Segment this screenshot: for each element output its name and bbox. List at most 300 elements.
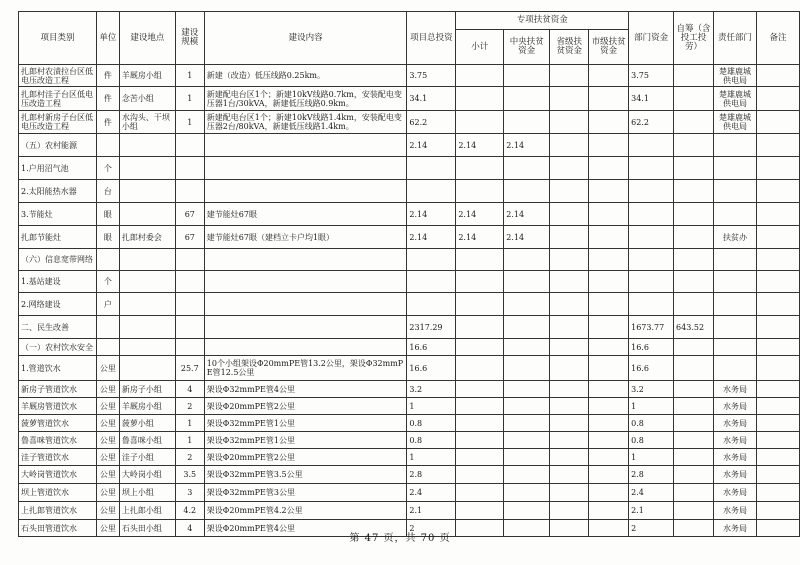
cell-central <box>504 87 550 111</box>
cell-scale: 4.2 <box>175 502 204 520</box>
cell-location <box>119 293 175 316</box>
cell-central <box>504 381 550 398</box>
cell-unit: 个 <box>96 157 119 180</box>
cell-city <box>589 502 629 520</box>
cell-content <box>204 271 407 293</box>
cell-location: 新房子小组 <box>119 381 175 398</box>
cell-dept: 3.2 <box>629 381 674 398</box>
cell-category: 石头田管道饮水 <box>19 520 97 537</box>
cell-self <box>674 134 714 157</box>
cell-dept: 0.8 <box>629 415 674 432</box>
cell-location <box>119 180 175 203</box>
cell-content: 架设Φ20mmPE管4.2公里 <box>204 502 407 520</box>
cell-province <box>550 415 589 432</box>
cell-scale: 3.5 <box>175 466 204 484</box>
cell-province <box>550 87 589 111</box>
cell-total <box>407 157 456 180</box>
cell-location: 石头田小组 <box>119 520 175 537</box>
cell-scale: 25.7 <box>175 356 204 381</box>
cell-total: 2.8 <box>407 466 456 484</box>
cell-total: 0.8 <box>407 415 456 432</box>
cell-total: 3.75 <box>407 65 456 87</box>
cell-unit: 个 <box>96 271 119 293</box>
cell-dept: 1 <box>629 398 674 415</box>
cell-resp: 水务局 <box>714 398 757 415</box>
cell-scale: 4 <box>175 381 204 398</box>
cell-city <box>589 484 629 502</box>
cell-resp: 水务局 <box>714 466 757 484</box>
cell-location: 上扎郎小组 <box>119 502 175 520</box>
cell-total: 2.4 <box>407 484 456 502</box>
cell-city <box>589 203 629 226</box>
cell-unit: 台 <box>96 180 119 203</box>
table-body <box>19 65 800 537</box>
header-fund-group: 专项扶贫资金 <box>456 12 629 30</box>
cell-dept: 1 <box>629 449 674 466</box>
cell-total: 16.6 <box>407 356 456 381</box>
cell-central <box>504 398 550 415</box>
cell-scale <box>175 249 204 271</box>
cell-note <box>756 432 799 449</box>
cell-unit: 件 <box>96 65 119 87</box>
cell-central <box>504 339 550 356</box>
cell-scale: 67 <box>175 226 204 249</box>
cell-note <box>756 271 799 293</box>
cell-content: 建节能灶67眼（建档立卡户均1眼） <box>204 226 407 249</box>
cell-subtotal <box>456 87 504 111</box>
cell-category: 2.太阳能热水器 <box>19 180 97 203</box>
table-row <box>19 316 800 339</box>
cell-province <box>550 339 589 356</box>
cell-resp: 水务局 <box>714 502 757 520</box>
cell-province <box>550 203 589 226</box>
cell-content: 架设Φ32mmPE管3.5公里 <box>204 466 407 484</box>
cell-category: 洼子管道饮水 <box>19 449 97 466</box>
header-unit: 单位 <box>96 12 119 65</box>
cell-note <box>756 398 799 415</box>
cell-category: （一）农村饮水安全 <box>19 339 97 356</box>
cell-content: 架设Φ32mmPE管4公里 <box>204 381 407 398</box>
cell-dept: 2.1 <box>629 502 674 520</box>
cell-note <box>756 415 799 432</box>
cell-province <box>550 484 589 502</box>
cell-self <box>674 111 714 134</box>
cell-subtotal <box>456 356 504 381</box>
cell-scale: 4 <box>175 520 204 537</box>
cell-city <box>589 65 629 87</box>
cell-unit <box>96 134 119 157</box>
cell-subtotal <box>456 271 504 293</box>
cell-note <box>756 249 799 271</box>
cell-self <box>674 249 714 271</box>
cell-subtotal <box>456 65 504 87</box>
cell-total: 34.1 <box>407 87 456 111</box>
cell-self <box>674 339 714 356</box>
table-row <box>19 157 800 180</box>
cell-location <box>119 339 175 356</box>
cell-category: 菠萝管道饮水 <box>19 415 97 432</box>
cell-location: 坝上小组 <box>119 484 175 502</box>
table-row <box>19 180 800 203</box>
header-self: 自筹（含投工投劳） <box>674 12 714 65</box>
cell-city <box>589 111 629 134</box>
cell-central <box>504 249 550 271</box>
cell-note <box>756 356 799 381</box>
table-row <box>19 293 800 316</box>
cell-unit: 公里 <box>96 356 119 381</box>
table-row <box>19 339 800 356</box>
cell-subtotal <box>456 157 504 180</box>
cell-resp <box>714 271 757 293</box>
cell-province <box>550 134 589 157</box>
cell-subtotal <box>456 316 504 339</box>
cell-self <box>674 226 714 249</box>
cell-dept <box>629 134 674 157</box>
cell-unit <box>96 316 119 339</box>
cell-resp <box>714 293 757 316</box>
cell-content: 架设Φ32mmPE管3公里 <box>204 484 407 502</box>
cell-central <box>504 484 550 502</box>
cell-total: 3.2 <box>407 381 456 398</box>
cell-dept: 16.6 <box>629 356 674 381</box>
cell-province <box>550 157 589 180</box>
cell-subtotal <box>456 381 504 398</box>
cell-city <box>589 356 629 381</box>
cell-province <box>550 249 589 271</box>
table-header <box>19 12 800 65</box>
cell-resp <box>714 316 757 339</box>
cell-dept: 3.75 <box>629 65 674 87</box>
cell-self <box>674 449 714 466</box>
cell-central <box>504 502 550 520</box>
cell-province <box>550 502 589 520</box>
cell-category: 扎郎村洼子台区低电压改造工程 <box>19 87 97 111</box>
cell-scale: 1 <box>175 415 204 432</box>
page-footer: 第 47 页，共 70 页 <box>349 533 451 544</box>
cell-central: 2.14 <box>504 134 550 157</box>
cell-resp <box>714 134 757 157</box>
cell-total <box>407 180 456 203</box>
cell-scale: 1 <box>175 87 204 111</box>
cell-unit <box>96 339 119 356</box>
cell-scale <box>175 339 204 356</box>
cell-central <box>504 111 550 134</box>
cell-scale <box>175 157 204 180</box>
cell-subtotal <box>456 432 504 449</box>
cell-self <box>674 157 714 180</box>
cell-city <box>589 316 629 339</box>
cell-content <box>204 157 407 180</box>
table-row <box>19 203 800 226</box>
cell-central <box>504 432 550 449</box>
cell-resp: 水务局 <box>714 432 757 449</box>
cell-unit: 公里 <box>96 432 119 449</box>
cell-scale: 2 <box>175 449 204 466</box>
cell-subtotal <box>456 415 504 432</box>
cell-central <box>504 293 550 316</box>
header-category: 项目类别 <box>19 12 97 65</box>
cell-total <box>407 271 456 293</box>
table-row <box>19 466 800 484</box>
cell-scale: 67 <box>175 203 204 226</box>
cell-scale: 1 <box>175 111 204 134</box>
header-total: 项目总投资 <box>407 12 456 65</box>
cell-content <box>204 134 407 157</box>
cell-province <box>550 226 589 249</box>
cell-province <box>550 432 589 449</box>
cell-location <box>119 356 175 381</box>
cell-total <box>407 249 456 271</box>
cell-self <box>674 180 714 203</box>
cell-central <box>504 180 550 203</box>
cell-category: （五）农村能源 <box>19 134 97 157</box>
cell-unit: 公里 <box>96 466 119 484</box>
cell-total: 62.2 <box>407 111 456 134</box>
cell-total: 0.8 <box>407 432 456 449</box>
cell-subtotal <box>456 180 504 203</box>
cell-total: 2.14 <box>407 226 456 249</box>
cell-province <box>550 356 589 381</box>
cell-central: 2.14 <box>504 226 550 249</box>
cell-city <box>589 249 629 271</box>
cell-unit: 件 <box>96 111 119 134</box>
cell-dept: 2.8 <box>629 466 674 484</box>
cell-content <box>204 293 407 316</box>
cell-resp: 水务局 <box>714 415 757 432</box>
cell-subtotal <box>456 293 504 316</box>
cell-resp <box>714 339 757 356</box>
cell-location: 羊厩房小组 <box>119 398 175 415</box>
cell-self <box>674 484 714 502</box>
header-central: 中央扶贫资金 <box>504 30 550 65</box>
cell-resp: 水务局 <box>714 484 757 502</box>
cell-dept: 2 <box>629 520 674 537</box>
cell-content: 架设Φ20mmPE管4公里 <box>204 520 407 537</box>
cell-note <box>756 316 799 339</box>
cell-category: 上扎郎管道饮水 <box>19 502 97 520</box>
cell-content <box>204 180 407 203</box>
cell-province <box>550 271 589 293</box>
cell-content: 架设Φ32mmPE管1公里 <box>204 415 407 432</box>
cell-note <box>756 502 799 520</box>
cell-location: 水沟头、干坝小组 <box>119 111 175 134</box>
cell-scale: 3 <box>175 484 204 502</box>
cell-self <box>674 466 714 484</box>
cell-scale: 2 <box>175 398 204 415</box>
cell-content: 新建（改造）低压线路0.25km。 <box>204 65 407 87</box>
cell-note <box>756 157 799 180</box>
cell-category: 1.基站建设 <box>19 271 97 293</box>
cell-subtotal <box>456 111 504 134</box>
cell-content: 架设Φ20mmPE管2公里 <box>204 449 407 466</box>
cell-subtotal <box>456 484 504 502</box>
cell-total: 2.14 <box>407 134 456 157</box>
cell-resp <box>714 356 757 381</box>
cell-dept <box>629 203 674 226</box>
cell-province <box>550 111 589 134</box>
cell-location: 扎郎村委会 <box>119 226 175 249</box>
cell-note <box>756 203 799 226</box>
cell-scale <box>175 316 204 339</box>
cell-central <box>504 466 550 484</box>
cell-total: 2 <box>407 520 456 537</box>
cell-city <box>589 157 629 180</box>
cell-note <box>756 180 799 203</box>
cell-category: 坝上管道饮水 <box>19 484 97 502</box>
cell-province <box>550 398 589 415</box>
cell-unit: 公里 <box>96 502 119 520</box>
cell-subtotal <box>456 466 504 484</box>
cell-location: 菠萝小组 <box>119 415 175 432</box>
cell-unit: 公里 <box>96 398 119 415</box>
cell-dept: 62.2 <box>629 111 674 134</box>
cell-category: 二、民生改善 <box>19 316 97 339</box>
cell-category: 3.节能灶 <box>19 203 97 226</box>
cell-total: 1 <box>407 398 456 415</box>
table-row <box>19 449 800 466</box>
cell-subtotal: 2.14 <box>456 203 504 226</box>
cell-total: 2.14 <box>407 203 456 226</box>
cell-unit: 公里 <box>96 520 119 537</box>
cell-location <box>119 271 175 293</box>
cell-category: 扎郎节能灶 <box>19 226 97 249</box>
header-content: 建设内容 <box>204 12 407 65</box>
cell-central <box>504 316 550 339</box>
cell-unit: 公里 <box>96 415 119 432</box>
cell-central <box>504 415 550 432</box>
cell-category: 羊厩房管道饮水 <box>19 398 97 415</box>
cell-note <box>756 134 799 157</box>
cell-category: 1.管道饮水 <box>19 356 97 381</box>
cell-location: 洼子小组 <box>119 449 175 466</box>
cell-category: 扎郎村农渍拉台区低电压改造工程 <box>19 65 97 87</box>
cell-province <box>550 466 589 484</box>
cell-unit: 眼 <box>96 203 119 226</box>
cell-dept: 1673.77 <box>629 316 674 339</box>
cell-dept <box>629 271 674 293</box>
cell-note <box>756 449 799 466</box>
table-row <box>19 432 800 449</box>
cell-category: 大岭岗管道饮水 <box>19 466 97 484</box>
cell-city <box>589 226 629 249</box>
cell-dept <box>629 226 674 249</box>
cell-scale <box>175 271 204 293</box>
cell-central <box>504 449 550 466</box>
cell-unit: 公里 <box>96 484 119 502</box>
cell-location <box>119 316 175 339</box>
cell-resp: 楚雄鹿城供电局 <box>714 87 757 111</box>
cell-category: 扎郎村新房子台区低电压改造工程 <box>19 111 97 134</box>
cell-dept: 2.4 <box>629 484 674 502</box>
cell-unit <box>96 249 119 271</box>
cell-city <box>589 293 629 316</box>
table-row <box>19 249 800 271</box>
cell-subtotal <box>456 339 504 356</box>
cell-city <box>589 398 629 415</box>
cell-content <box>204 339 407 356</box>
table-row <box>19 87 800 111</box>
cell-note <box>756 339 799 356</box>
table-row <box>19 356 800 381</box>
cell-city <box>589 87 629 111</box>
cell-central: 2.14 <box>504 203 550 226</box>
cell-location: 羊厩房小组 <box>119 65 175 87</box>
cell-resp: 水务局 <box>714 520 757 537</box>
cell-total <box>407 293 456 316</box>
cell-subtotal: 2.14 <box>456 134 504 157</box>
table-row <box>19 134 800 157</box>
cell-city <box>589 339 629 356</box>
cell-self <box>674 381 714 398</box>
cell-total: 1 <box>407 449 456 466</box>
cell-province <box>550 381 589 398</box>
header-responsible: 责任部门 <box>714 12 757 65</box>
cell-dept: 34.1 <box>629 87 674 111</box>
cell-scale <box>175 180 204 203</box>
header-location: 建设地点 <box>119 12 175 65</box>
cell-central <box>504 271 550 293</box>
cell-subtotal: 2.14 <box>456 226 504 249</box>
cell-total: 2.1 <box>407 502 456 520</box>
header-city: 市级扶贫资金 <box>589 30 629 65</box>
cell-resp: 水务局 <box>714 449 757 466</box>
cell-city <box>589 466 629 484</box>
cell-content: 新建配电台区1个；新建10kV线路0.7km，安装配电变压器1台/30kVA，新建低压线路0.9km。 <box>204 87 407 111</box>
cell-subtotal <box>456 398 504 415</box>
cell-self <box>674 203 714 226</box>
cell-resp <box>714 180 757 203</box>
cell-content: 建节能灶67眼 <box>204 203 407 226</box>
table-row <box>19 415 800 432</box>
cell-total: 16.6 <box>407 339 456 356</box>
cell-self <box>674 398 714 415</box>
cell-note <box>756 484 799 502</box>
cell-content: 10个小组架设Φ20mmPE管13.2公里，架设Φ32mmPE管12.5公里 <box>204 356 407 381</box>
cell-dept <box>629 180 674 203</box>
cell-dept <box>629 157 674 180</box>
cell-dept: 16.6 <box>629 339 674 356</box>
cell-location: 念苦小组 <box>119 87 175 111</box>
header-note: 备注 <box>756 12 799 65</box>
cell-location: 大岭岗小组 <box>119 466 175 484</box>
table-row <box>19 484 800 502</box>
cell-city <box>589 381 629 398</box>
cell-dept: 0.8 <box>629 432 674 449</box>
cell-self <box>674 65 714 87</box>
cell-dept <box>629 293 674 316</box>
header-scale: 建设规模 <box>175 12 204 65</box>
cell-resp <box>714 157 757 180</box>
cell-location <box>119 203 175 226</box>
cell-self <box>674 356 714 381</box>
table-row <box>19 502 800 520</box>
header-province: 省级扶贫资金 <box>550 30 589 65</box>
cell-self <box>674 432 714 449</box>
cell-province <box>550 316 589 339</box>
cell-resp: 楚雄鹿城供电局 <box>714 65 757 87</box>
cell-note <box>756 293 799 316</box>
cell-subtotal <box>456 449 504 466</box>
cell-self <box>674 415 714 432</box>
cell-total: 2317.29 <box>407 316 456 339</box>
cell-scale <box>175 134 204 157</box>
cell-location <box>119 157 175 180</box>
cell-category: 2.网络建设 <box>19 293 97 316</box>
cell-city <box>589 180 629 203</box>
cell-location: 鲁喜咪小组 <box>119 432 175 449</box>
cell-city <box>589 271 629 293</box>
cell-resp: 水务局 <box>714 381 757 398</box>
